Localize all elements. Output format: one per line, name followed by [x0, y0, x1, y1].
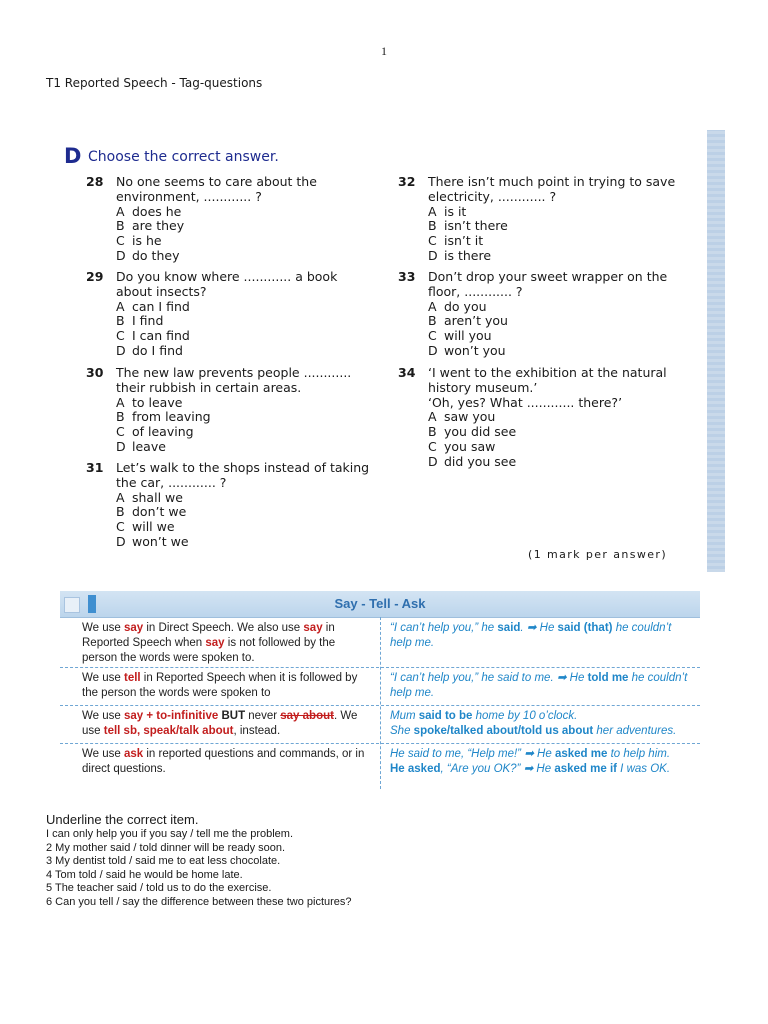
option-letter: D — [428, 453, 438, 469]
option-letter: C — [116, 424, 125, 440]
option-letter: D — [428, 247, 438, 263]
exercise-item: 6 Can you tell / say the difference between these two pictures? — [46, 895, 352, 908]
rule-text — [82, 621, 372, 666]
mark-note: (1 mark per answer) — [528, 548, 668, 561]
text-segment: say about — [280, 710, 334, 722]
answer-option[interactable] — [116, 249, 317, 264]
option-letter: C — [428, 438, 437, 454]
answer-option[interactable] — [116, 440, 351, 455]
option-text: won’t we — [132, 533, 189, 549]
text-segment: tell — [123, 672, 141, 684]
answer-option[interactable] — [116, 344, 337, 359]
exercise-item: I can only help you if you say / tell me the problem. — [46, 828, 294, 840]
question-number: 31 — [86, 460, 104, 475]
exercise-list — [46, 828, 352, 909]
option-letter: C — [428, 233, 437, 249]
text-segment: , “Are you OK?” ➡ He — [440, 763, 555, 775]
question-stem: Don’t drop your sweet wrapper on the floor, ............ ? — [428, 269, 668, 299]
option-letter: D — [116, 438, 126, 454]
text-segment: “I can’t help you,” he — [390, 622, 498, 634]
question — [398, 175, 675, 264]
question — [86, 366, 351, 455]
question-number: 33 — [398, 269, 416, 284]
exercise-title: Underline the correct item. — [46, 812, 199, 827]
question-stem: Let’s walk to the shops instead of taking the car, ............ ? — [116, 460, 370, 490]
document-title: T1 Reported Speech - Tag-questions — [46, 76, 263, 90]
question-stem: ‘I went to the exhibition at the natural history museum.’ ‘Oh, yes? What ............ there?’ — [428, 365, 667, 410]
text-segment: say — [303, 622, 323, 634]
option-text: can I find — [132, 298, 190, 314]
option-letter: B — [116, 218, 125, 234]
text-segment: told me — [587, 672, 629, 684]
text-segment: to help him. — [607, 748, 671, 760]
example-text — [390, 709, 695, 739]
question-stem: No one seems to care about the environment, ............ ? — [116, 174, 317, 204]
question-number: 34 — [398, 365, 416, 380]
option-letter: D — [116, 342, 126, 358]
option-letter: A — [116, 394, 125, 410]
answer-option[interactable] — [428, 205, 675, 220]
text-segment: asked me — [554, 748, 608, 760]
answer-option[interactable] — [116, 314, 337, 329]
option-letter: B — [116, 504, 125, 520]
answer-option[interactable] — [428, 249, 675, 264]
decorative-side-strip — [707, 130, 725, 572]
text-segment: spoke/talked about/told us about — [413, 725, 594, 737]
answer-option[interactable] — [428, 234, 675, 249]
answer-option[interactable] — [428, 314, 667, 329]
text-segment: tell sb, speak/talk about — [103, 725, 234, 737]
rule-text — [82, 671, 372, 701]
option-text: you saw — [444, 438, 496, 454]
question — [86, 175, 317, 264]
option-letter: C — [428, 328, 437, 344]
option-letter: D — [116, 247, 126, 263]
page-number: 1 — [381, 44, 387, 58]
answer-option[interactable] — [428, 455, 667, 470]
text-segment: in Reported Speech when it is followed by the person the words were spoken to — [82, 672, 358, 699]
option-text: of leaving — [132, 424, 194, 440]
question-stem: There isn’t much point in trying to save electricity, ............ ? — [428, 174, 676, 204]
question-stem: Do you know where ............ a book about insects? — [116, 269, 338, 299]
answer-option[interactable] — [116, 410, 351, 425]
question — [398, 270, 667, 359]
option-letter: B — [116, 313, 125, 329]
option-letter: D — [428, 342, 438, 358]
option-letter: B — [116, 409, 125, 425]
option-letter: C — [116, 233, 125, 249]
text-segment: I was OK. — [616, 763, 671, 775]
question — [398, 366, 667, 470]
option-text: I can find — [132, 328, 190, 344]
text-segment: Mum — [390, 710, 419, 722]
answer-option[interactable] — [428, 440, 667, 455]
option-text: saw you — [444, 409, 496, 425]
option-letter: C — [116, 328, 125, 344]
text-segment: He said to me, “Help me!” ➡ He — [390, 748, 555, 760]
text-segment: “I can’t help you,” he said to me. ➡ He — [390, 672, 588, 684]
option-text: will you — [444, 328, 492, 344]
answer-option[interactable] — [116, 234, 317, 249]
text-segment: say — [205, 637, 225, 649]
option-text: shall we — [132, 489, 183, 505]
answer-option[interactable] — [116, 535, 369, 550]
text-segment: said (that) — [557, 622, 613, 634]
option-text: do you — [444, 298, 487, 314]
option-letter: A — [116, 203, 125, 219]
text-segment: , instead. — [233, 725, 281, 737]
answer-option[interactable] — [428, 344, 667, 359]
text-segment: We use — [82, 710, 124, 722]
text-segment: in Direct Speech. We also use — [143, 622, 304, 634]
exercise-item: 3 My dentist told / said me to eat less chocolate. — [46, 855, 281, 867]
option-letter: D — [116, 533, 126, 549]
text-segment: her adventures. — [593, 725, 677, 737]
option-text: are they — [132, 218, 185, 234]
text-segment: We use — [82, 748, 124, 760]
example-text — [390, 671, 695, 701]
option-text: will we — [132, 519, 175, 535]
option-text: is it — [444, 203, 467, 219]
section-instruction: Choose the correct answer. — [88, 149, 279, 165]
exercise-item: 4 Tom told / said he would be home late. — [46, 868, 243, 881]
example-text — [390, 747, 695, 777]
grammar-box — [60, 591, 700, 791]
question — [86, 270, 337, 359]
text-segment: never — [245, 710, 281, 722]
answer-option[interactable] — [116, 219, 317, 234]
grammar-box-header — [60, 591, 700, 618]
text-segment: asked me if — [554, 763, 617, 775]
answer-option[interactable] — [428, 219, 675, 234]
column-divider — [380, 617, 381, 789]
option-letter: B — [428, 218, 437, 234]
text-segment: home by 10 o’clock. — [472, 710, 578, 722]
option-letter: A — [428, 409, 437, 425]
question-stem: The new law prevents people ............ their rubbish in certain areas. — [116, 365, 352, 395]
question-number: 30 — [86, 365, 104, 380]
option-text: is there — [444, 247, 492, 263]
answer-option[interactable] — [428, 300, 667, 315]
question-number: 28 — [86, 174, 104, 189]
question-number: 32 — [398, 174, 416, 189]
answer-option[interactable] — [428, 425, 667, 440]
text-segment: We use — [82, 622, 124, 634]
option-letter: A — [116, 489, 125, 505]
question — [86, 461, 369, 550]
text-segment: She — [390, 725, 414, 737]
option-text: to leave — [132, 394, 183, 410]
text-segment: in Reported Speech when — [82, 622, 335, 649]
option-text: from leaving — [132, 409, 211, 425]
option-text: you did see — [444, 424, 517, 440]
answer-option[interactable] — [116, 300, 337, 315]
answer-option[interactable] — [116, 396, 351, 411]
option-letter: A — [116, 298, 125, 314]
option-letter: A — [428, 203, 437, 219]
option-text: leave — [132, 438, 166, 454]
text-segment: He asked — [390, 763, 441, 775]
section-letter: D — [64, 144, 82, 168]
exercise-item: 5 The teacher said / told us to do the exercise. — [46, 882, 272, 894]
text-segment: he couldn’t help me. — [390, 622, 672, 649]
text-segment: say — [123, 622, 144, 634]
question-number: 29 — [86, 269, 104, 284]
option-text: is he — [132, 233, 162, 249]
option-text: do they — [132, 247, 180, 263]
text-segment: . We use — [82, 710, 358, 737]
text-segment: he couldn’t help me. — [390, 672, 688, 699]
option-text: aren’t you — [444, 313, 508, 329]
option-letter: C — [116, 519, 125, 535]
answer-option[interactable] — [116, 505, 369, 520]
text-segment: said to be — [418, 710, 473, 722]
grammar-box-title: Say - Tell - Ask — [334, 596, 426, 611]
answer-option[interactable] — [116, 520, 369, 535]
text-segment: in reported questions and commands, or in direct questions. — [82, 748, 365, 775]
answer-option[interactable] — [428, 410, 667, 425]
option-text: do I find — [132, 342, 183, 358]
text-segment: is not followed by the person the words were spoken to. — [82, 637, 336, 664]
option-text: did you see — [444, 453, 517, 469]
example-text — [390, 621, 695, 651]
rule-text — [82, 709, 372, 739]
text-segment: say + to-infinitive — [123, 710, 219, 722]
option-text: won’t you — [444, 342, 506, 358]
text-segment: . ➡ He — [520, 622, 558, 634]
text-segment: BUT — [221, 710, 246, 722]
option-text: isn’t it — [444, 233, 484, 249]
option-letter: A — [428, 298, 437, 314]
text-segment: We use — [82, 672, 124, 684]
text-segment: said — [497, 622, 521, 634]
option-text: don’t we — [132, 504, 187, 520]
option-text: I find — [132, 313, 164, 329]
answer-option[interactable] — [116, 329, 337, 344]
answer-option[interactable] — [116, 205, 317, 220]
rule-text — [82, 747, 372, 777]
option-letter: B — [428, 424, 437, 440]
answer-option[interactable] — [428, 329, 667, 344]
option-letter: B — [428, 313, 437, 329]
answer-option[interactable] — [116, 491, 369, 506]
answer-option[interactable] — [116, 425, 351, 440]
option-text: isn’t there — [444, 218, 508, 234]
exercise-item: 2 My mother said / told dinner will be ready soon. — [46, 841, 286, 854]
text-segment: ask — [123, 748, 144, 760]
option-text: does he — [132, 203, 182, 219]
